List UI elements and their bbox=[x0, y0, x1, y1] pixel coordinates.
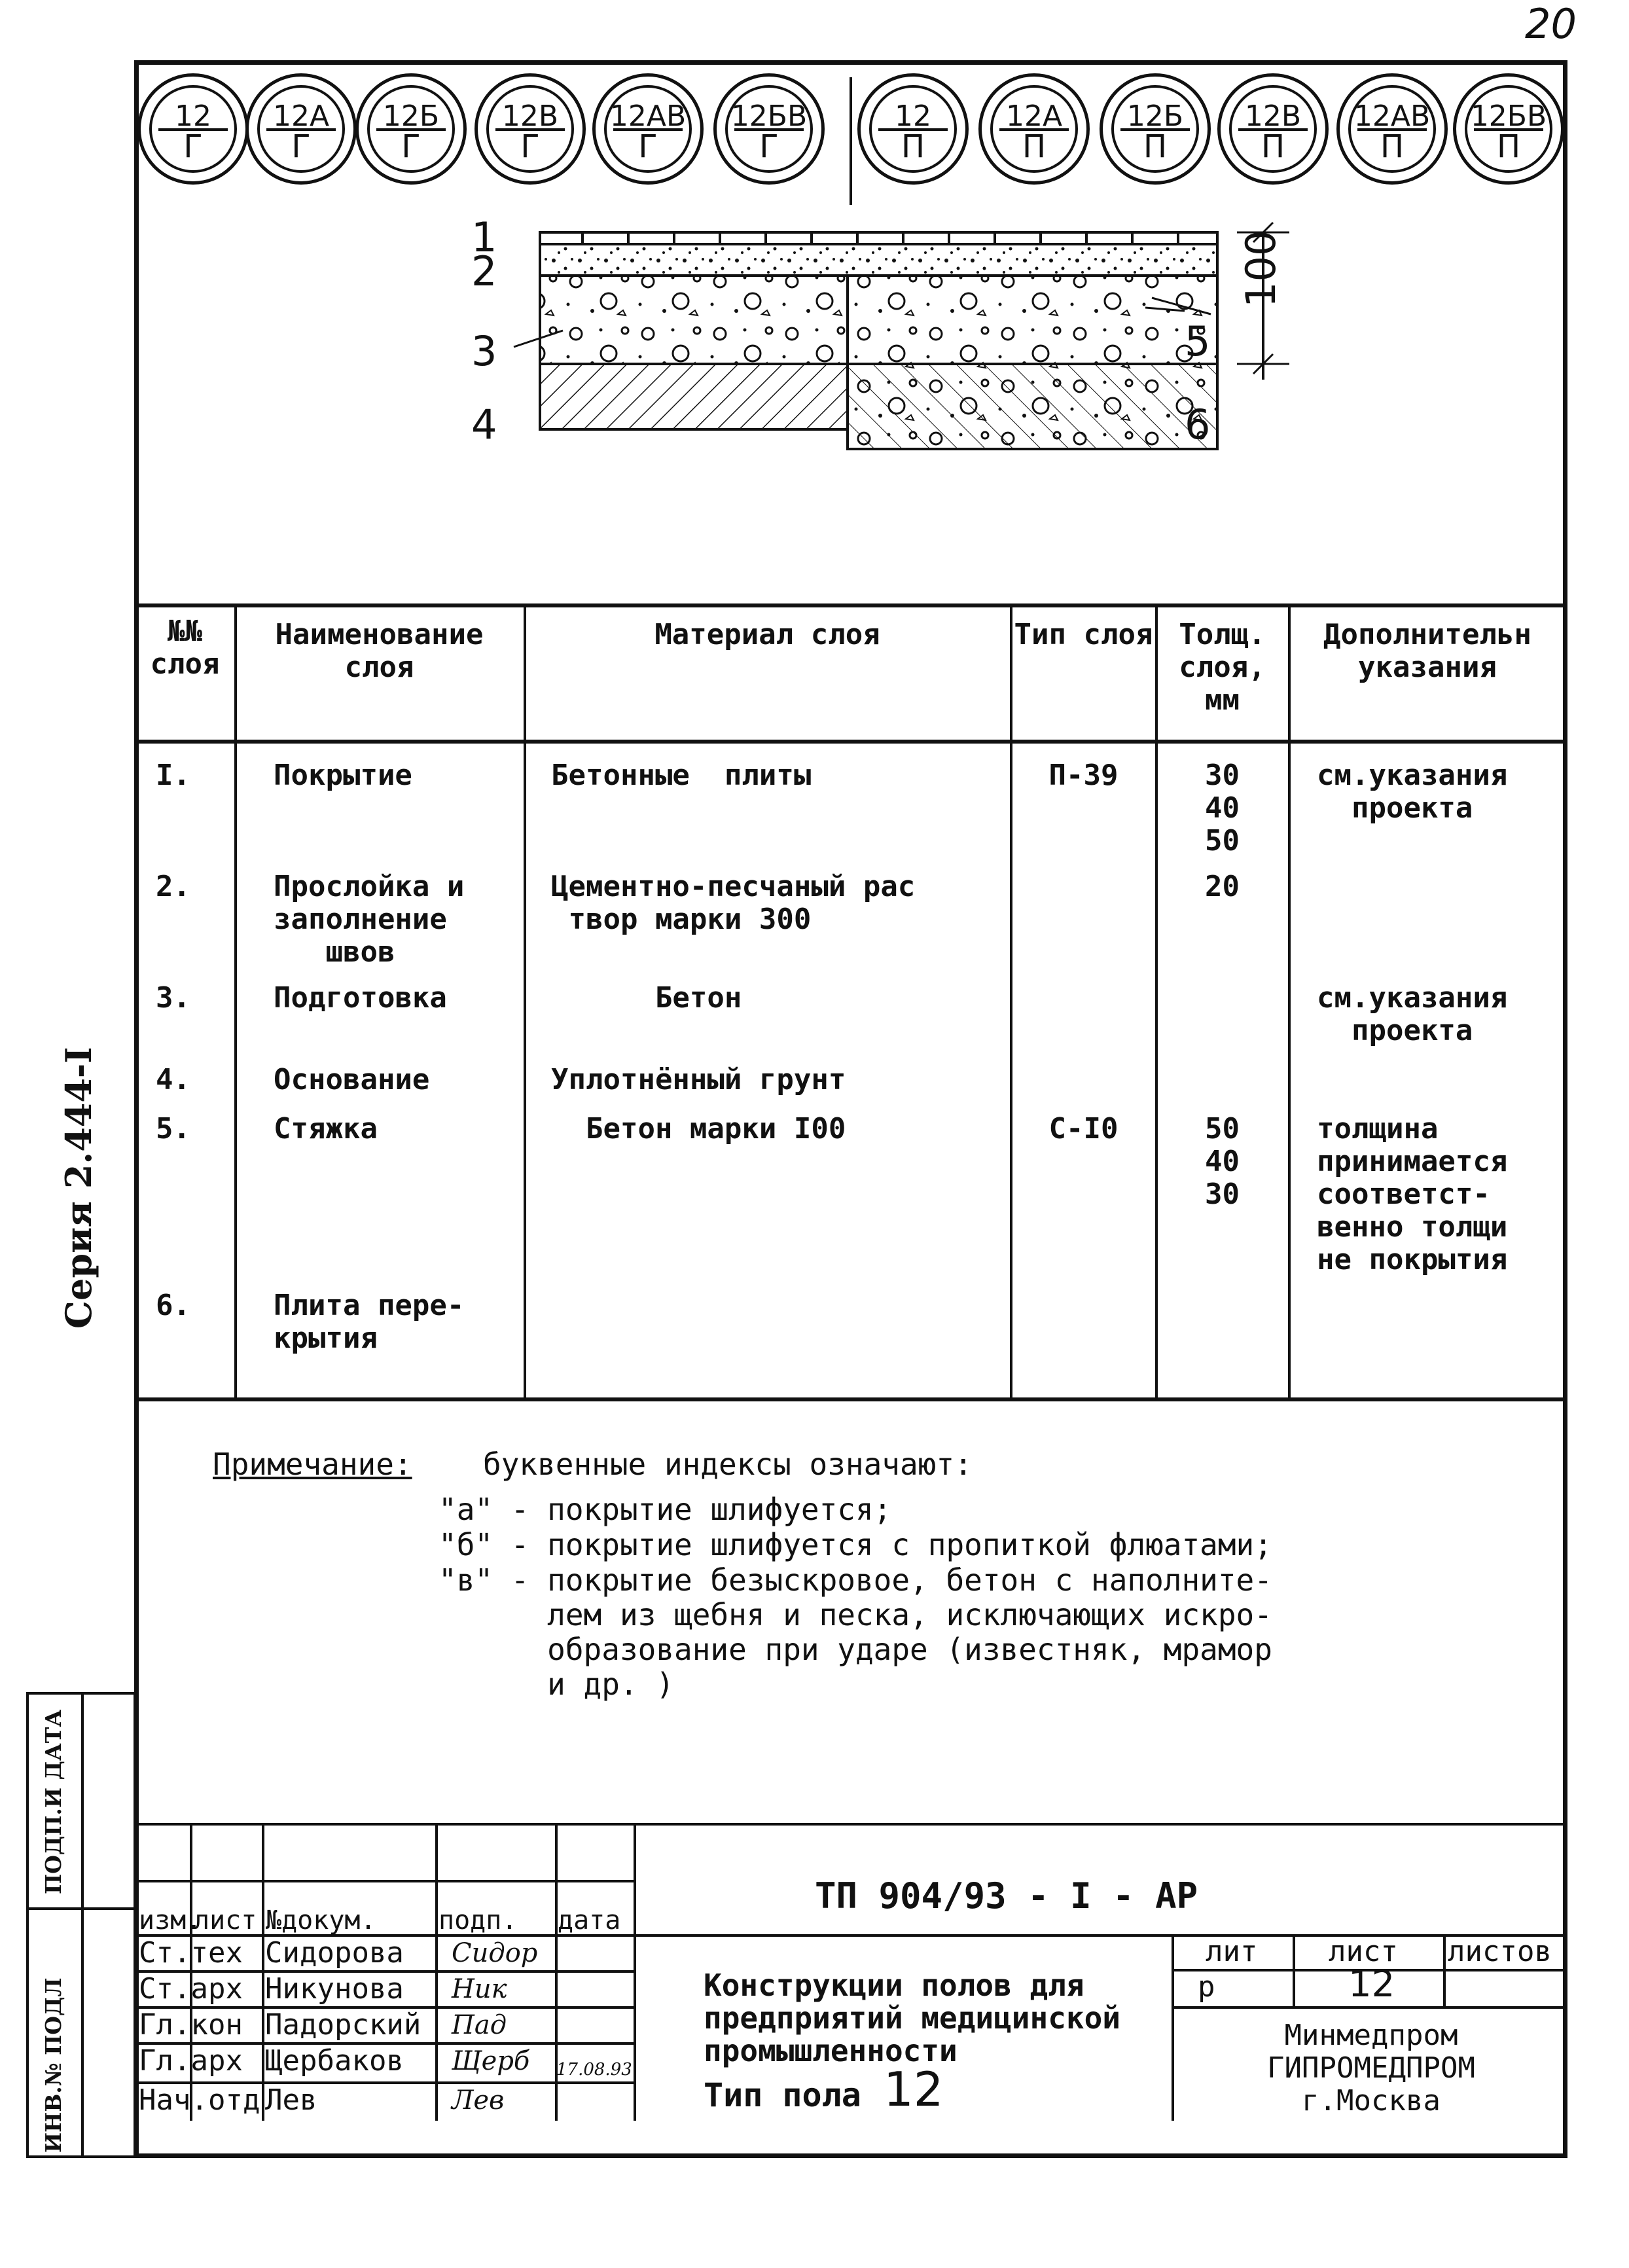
title-block-line bbox=[136, 1880, 634, 1882]
col-header-thickness: Толщ. слоя, мм bbox=[1179, 618, 1266, 717]
title-block-col bbox=[1293, 1934, 1295, 2006]
tb-col-doc: №докум. bbox=[266, 1905, 376, 1935]
marker-inner-ring bbox=[257, 85, 345, 173]
table-top-line bbox=[136, 603, 1564, 607]
table-cell-thickness: 30 40 50 bbox=[1205, 759, 1240, 857]
marker-inner-ring bbox=[486, 85, 574, 173]
staff-name: Лев bbox=[265, 2083, 317, 2117]
title-block-col bbox=[262, 1823, 264, 2121]
marker-inner-ring bbox=[1229, 85, 1317, 173]
marker-number: 12А bbox=[1005, 99, 1063, 133]
table-cell-material: Бетон bbox=[551, 981, 742, 1015]
drawing-title: Конструкции полов для предприятий медицинской промышленности bbox=[704, 1968, 1120, 2068]
layer-label-2: 2 bbox=[471, 247, 497, 295]
marker-number: 12АВ bbox=[1353, 99, 1431, 133]
staff-name: Щербаков bbox=[265, 2044, 404, 2078]
col-header-no: №№ слоя bbox=[150, 615, 220, 681]
note-lead: буквенные индексы означают: bbox=[483, 1447, 973, 1482]
marker-letter: П bbox=[1143, 128, 1168, 165]
marker-number: 12В bbox=[501, 99, 559, 133]
floor-section-drawing bbox=[419, 216, 1309, 511]
staff-name: Сидорова bbox=[265, 1936, 404, 1970]
floor-variant-marker bbox=[713, 73, 825, 185]
sheets-header: листов bbox=[1448, 1935, 1552, 1968]
title-block-col bbox=[634, 1823, 636, 2121]
staff-signature: Лев bbox=[452, 2085, 505, 2115]
staff-signature: Пад bbox=[452, 2010, 507, 2040]
table-cell-type: П-39 bbox=[1048, 759, 1119, 792]
marker-number: 12АВ bbox=[609, 99, 687, 133]
marker-letter: Г bbox=[520, 128, 540, 165]
col-header-notes-text: Дополнительн указания bbox=[1323, 619, 1531, 684]
layer-label-5: 5 bbox=[1185, 317, 1211, 365]
marker-number: 12А bbox=[272, 99, 330, 133]
side-stamp-inventory-label: ИНВ.№ ПОДЛ bbox=[41, 1977, 66, 2153]
floor-type-label: Тип пола bbox=[704, 2076, 861, 2114]
layer-label-3: 3 bbox=[471, 327, 497, 375]
lit-header: лит bbox=[1206, 1935, 1258, 1968]
col-header-notes bbox=[1291, 619, 1564, 684]
marker-letter: Г bbox=[291, 128, 311, 165]
table-cell-no: I. bbox=[156, 759, 190, 792]
document-code: ТП 904/93 - I - АР bbox=[815, 1875, 1198, 1917]
page-number: 20 bbox=[1525, 0, 1577, 48]
floor-variant-marker bbox=[1453, 73, 1564, 185]
marker-number: 12В bbox=[1244, 99, 1302, 133]
table-cell-material: Бетон марки I00 bbox=[551, 1112, 846, 1145]
table-cell-name: Основание bbox=[274, 1063, 430, 1096]
marker-letter: Г bbox=[183, 128, 203, 165]
side-stamp-signature-label: ПОДП.И ДАТА bbox=[41, 1709, 66, 1894]
staff-role: Гл.арх bbox=[139, 2044, 243, 2078]
marker-number: 12Б bbox=[1126, 99, 1184, 133]
table-cell-name: Подготовка bbox=[274, 981, 447, 1015]
note-item-b: "б" - покрытие шлифуется с пропиткой флюатами; bbox=[439, 1527, 1272, 1562]
marker-letter: П bbox=[1380, 128, 1405, 165]
tb-col-izm: изм. bbox=[139, 1905, 202, 1935]
table-col-line bbox=[1010, 605, 1012, 1397]
table-cell-type: С-I0 bbox=[1048, 1112, 1119, 1145]
table-cell-no: 3. bbox=[156, 981, 190, 1015]
marker-inner-ring bbox=[1348, 85, 1436, 173]
floor-variant-marker bbox=[1100, 73, 1211, 185]
marker-letter: П bbox=[1022, 128, 1047, 165]
table-cell-thickness: 50 40 30 bbox=[1205, 1112, 1240, 1211]
table-cell-material: Бетонные плиты bbox=[551, 759, 812, 792]
floor-variant-marker bbox=[1217, 73, 1329, 185]
floor-variant-marker bbox=[1336, 73, 1448, 185]
side-stamp bbox=[26, 1692, 136, 2158]
table-cell-no: 5. bbox=[156, 1112, 190, 1145]
table-cell-material: Уплотнённый грунт bbox=[551, 1063, 846, 1096]
staff-signature: Ник bbox=[452, 1974, 507, 2004]
marker-inner-ring bbox=[367, 85, 455, 173]
table-col-line bbox=[1288, 605, 1291, 1397]
staff-name: Падорский bbox=[265, 2008, 421, 2042]
col-header-type: Тип слоя bbox=[1014, 618, 1153, 651]
tb-col-sign: подп. bbox=[439, 1905, 518, 1935]
table-col-line bbox=[1155, 605, 1158, 1397]
side-stamp-divider bbox=[29, 1907, 134, 1910]
tb-col-list: лист bbox=[194, 1905, 257, 1935]
title-block-top-line bbox=[136, 1823, 1564, 1826]
marker-letter: Г bbox=[759, 128, 779, 165]
marker-inner-ring bbox=[149, 85, 237, 173]
floor-type-value: 12 bbox=[884, 2062, 944, 2117]
title-block-col bbox=[1172, 1934, 1174, 2121]
note-item-c: "в" - покрытие безыскровое, бетон с наполните- лем из щебня и песка, исключающих искро- образование при ударе (известняк, мрамор и др. ) bbox=[439, 1562, 1272, 1702]
marker-inner-ring bbox=[869, 85, 957, 173]
table-cell-notes: см.указания проекта bbox=[1317, 981, 1508, 1047]
marker-letter: П bbox=[1496, 128, 1521, 165]
staff-name: Никунова bbox=[265, 1972, 404, 2006]
table-cell-material: Цементно-песчаный рас твор марки 300 bbox=[551, 870, 916, 936]
col-header-name: Наименование слоя bbox=[275, 618, 484, 684]
marker-number: 12 bbox=[175, 99, 211, 133]
marker-letter: Г bbox=[401, 128, 421, 165]
tb-col-date: дата bbox=[558, 1905, 621, 1935]
sheet-value: 12 bbox=[1348, 1963, 1395, 2006]
col-header-material: Материал слоя bbox=[654, 618, 880, 651]
table-cell-name: Покрытие bbox=[274, 759, 412, 792]
marker-inner-ring bbox=[725, 85, 813, 173]
layer-label-6: 6 bbox=[1185, 401, 1211, 448]
layer-label-1: 1 bbox=[471, 213, 497, 261]
floor-variant-marker bbox=[474, 73, 586, 185]
markers-divider bbox=[850, 77, 852, 205]
organization: Минмедпром ГИПРОМЕДПРОМ г.Москва bbox=[1267, 2019, 1475, 2117]
lit-value: р bbox=[1198, 1970, 1215, 2004]
table-cell-name: Стяжка bbox=[274, 1112, 378, 1145]
table-cell-name: Плита пере- крытия bbox=[274, 1289, 465, 1355]
layer-label-4: 4 bbox=[471, 401, 497, 448]
table-cell-name: Прослойка и заполнение швов bbox=[274, 870, 465, 969]
staff-role: Ст.арх bbox=[139, 1972, 243, 2006]
title-block-line bbox=[1172, 2006, 1564, 2009]
floor-variant-marker bbox=[137, 73, 249, 185]
title-block-col bbox=[435, 1823, 438, 2121]
marker-number: 12БВ bbox=[1470, 99, 1547, 133]
marker-number: 12Б bbox=[382, 99, 440, 133]
table-col-line bbox=[524, 605, 526, 1397]
sheet-header: лист bbox=[1329, 1935, 1398, 1968]
approval-date: 17.08.93 bbox=[556, 2060, 632, 2079]
table-cell-notes: см.указания проекта bbox=[1317, 759, 1508, 825]
table-header-line bbox=[136, 740, 1564, 744]
floor-variant-marker bbox=[978, 73, 1090, 185]
floor-variant-marker bbox=[857, 73, 969, 185]
title-block-col bbox=[1443, 1934, 1446, 2006]
table-bottom-line bbox=[136, 1397, 1564, 1401]
staff-signature: Сидор bbox=[452, 1938, 538, 1968]
series-label: Серия 2.444-I bbox=[58, 1047, 99, 1329]
staff-role: Ст.тех bbox=[139, 1936, 243, 1970]
note-item-a: "а" - покрытие шлифуется; bbox=[439, 1492, 892, 1527]
marker-letter: П bbox=[1261, 128, 1285, 165]
table-col-line bbox=[234, 605, 237, 1397]
staff-signature: Щерб bbox=[452, 2046, 530, 2076]
dimension-label: 100 bbox=[1237, 230, 1285, 308]
marker-inner-ring bbox=[990, 85, 1078, 173]
table-cell-no: 6. bbox=[156, 1289, 190, 1322]
marker-letter: Г bbox=[638, 128, 658, 165]
marker-inner-ring bbox=[604, 85, 692, 173]
staff-role: Нач.отд bbox=[139, 2083, 260, 2117]
table-cell-no: 4. bbox=[156, 1063, 190, 1096]
marker-inner-ring bbox=[1111, 85, 1199, 173]
marker-number: 12 bbox=[895, 99, 931, 133]
note-title: Примечание: bbox=[213, 1447, 412, 1482]
floor-variant-marker bbox=[245, 73, 357, 185]
floor-variant-marker bbox=[355, 73, 467, 185]
floor-variant-marker bbox=[592, 73, 704, 185]
table-cell-notes: толщина принимается соответст- венно толщи не покрытия bbox=[1317, 1112, 1508, 1276]
marker-inner-ring bbox=[1465, 85, 1552, 173]
table-cell-no: 2. bbox=[156, 870, 190, 903]
marker-number: 12БВ bbox=[730, 99, 808, 133]
staff-role: Гл.кон bbox=[139, 2008, 243, 2042]
table-cell-thickness: 20 bbox=[1205, 870, 1240, 903]
marker-letter: П bbox=[901, 128, 925, 165]
